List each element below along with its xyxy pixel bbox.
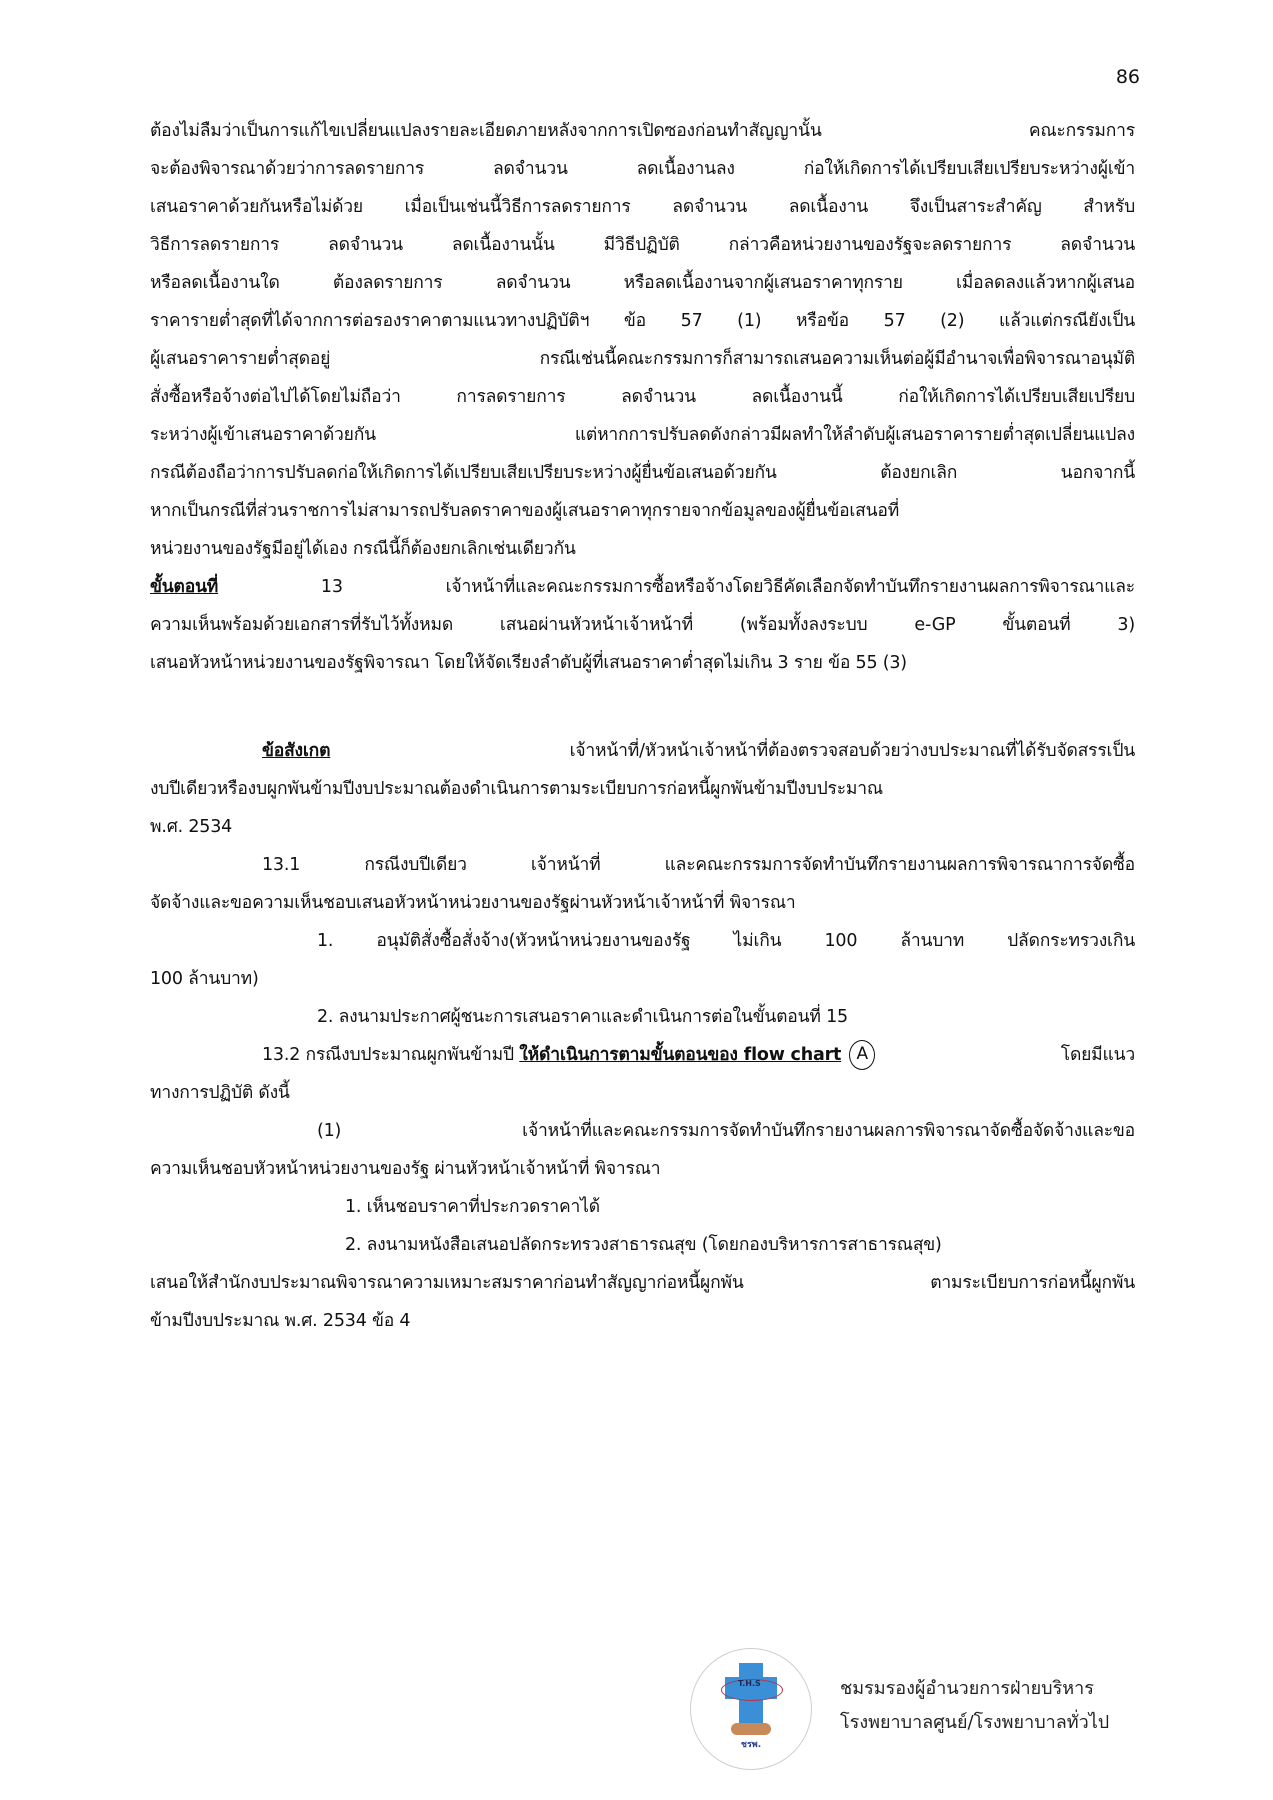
text-line: จะต้องพิจารณาด้วยว่าการลดรายการ ลดจำนวน ลดเนื้องานลง ก่อให้เกิดการได้เปรียบเสียเปรียบระหว่างผู้เข้า xyxy=(150,159,1135,179)
case-13-2-item-1: 1. เห็นชอบราคาที่ประกวดราคาได้ xyxy=(345,1197,600,1217)
text-line: เสนอราคาด้วยกันหรือไม่ด้วย เมื่อเป็นเช่นนี้วิธีการลดรายการ ลดจำนวน ลดเนื้องาน จึงเป็นสาระสำคัญ สำหรับ xyxy=(150,197,1135,217)
intro-paragraph xyxy=(150,112,1135,568)
case-13-1-item-1-cont: 100 ล้านบาท) xyxy=(150,969,259,989)
case-13-2-line-1 xyxy=(150,1036,1135,1074)
case-13-1-item-1: 1. อนุมัติสั่งซื้อสั่งจ้าง(หัวหน้าหน่วยงานของรัฐ ไม่เกิน 100 ล้านบาท ปลัดกระทรวงเกิน xyxy=(317,931,1135,951)
case-13-2-cont-1: เสนอให้สำนักงบประมาณพิจารณาความเหมาะสมราคาก่อนทำสัญญาก่อหนี้ผูกพัน ตามระเบียบการก่อหนี้ผูกพัน xyxy=(150,1273,1135,1293)
text-line: หากเป็นกรณีที่ส่วนราชการไม่สามารถปรับลดราคาของผู้เสนอราคาทุกรายจากข้อมูลของผู้ยื่นข้อเสนอที่ xyxy=(150,501,900,521)
text-line: วิธีการลดรายการ ลดจำนวน ลดเนื้องานนั้น มีวิธีปฏิบัติ กล่าวคือหน่วยงานของรัฐจะลดรายการ ลดจำนวน xyxy=(150,235,1135,255)
case-13-1-line-1: 13.1 กรณีงบปีเดียว เจ้าหน้าที่ และคณะกรรมการจัดทำบันทึกรายงานผลการพิจารณาการจัดซื้อ xyxy=(262,855,1135,875)
page-number: 86 xyxy=(1115,66,1140,88)
footer-org-line-2: โรงพยาบาลศูนย์/โรงพยาบาลทั่วไป xyxy=(840,1712,1110,1733)
observation-label: ข้อสังเกต xyxy=(262,741,331,761)
logo-abbreviation: ชรพ. xyxy=(740,1740,762,1750)
case-13-2-cont-2: ข้ามปีงบประมาณ พ.ศ. 2534 ข้อ 4 xyxy=(150,1311,411,1331)
text-line: กรณีต้องถือว่าการปรับลดก่อให้เกิดการได้เปรียบเสียเปรียบระหว่างผู้ยื่นข้อเสนอด้วยกัน ต้องยกเลิก นอกจากนี้ xyxy=(150,463,1135,483)
text-line: หรือลดเนื้องานใด ต้องลดรายการ ลดจำนวน หรือลดเนื้องานจากผู้เสนอราคาทุกราย เมื่อลดลงแล้วหากผู้เสนอ xyxy=(150,273,1135,293)
observation-line-3: พ.ศ. 2534 xyxy=(150,817,233,837)
case-13-2-sub-1-cont: ความเห็นชอบหัวหน้าหน่วยงานของรัฐ ผ่านหัวหน้าเจ้าหน้าที่ พิจารณา xyxy=(150,1159,661,1179)
step-13-line-3: เสนอหัวหน้าหน่วยงานของรัฐพิจารณา โดยให้จัดเรียงลำดับผู้ที่เสนอราคาต่ำสุดไม่เกิน 3 ราย ข้อ 55 (3) xyxy=(150,653,907,673)
case-13-2-sub-1: (1) เจ้าหน้าที่และคณะกรรมการจัดทำบันทึกรายงานผลการพิจารณาจัดซื้อจัดจ้างและขอ xyxy=(317,1121,1135,1141)
case-13-2-item-2: 2. ลงนามหนังสือเสนอปลัดกระทรวงสาธารณสุข (โดยกองบริหารการสาธารณสุข) xyxy=(345,1235,942,1255)
footer-org-name xyxy=(840,1672,1109,1740)
step-13-text: 13 เจ้าหน้าที่และคณะกรรมการซื้อหรือจ้างโดยวิธีคัดเลือกจัดทำบันทึกรายงานผลการพิจารณาและ xyxy=(218,577,1135,597)
footer-org-line-1: ชมรมรองผู้อำนวยการฝ่ายบริหาร xyxy=(840,1678,1094,1699)
handshake-icon xyxy=(731,1723,771,1735)
hospital-society-logo-icon xyxy=(690,1648,812,1770)
footer xyxy=(690,1648,1140,1778)
text-line: หน่วยงานของรัฐมีอยู่ได้เอง กรณีนี้ก็ต้องยกเลิกเช่นเดียวกัน xyxy=(150,539,576,559)
case-13-1-item-2: 2. ลงนามประกาศผู้ชนะการเสนอราคาและดำเนินการต่อในขั้นตอนที่ 15 xyxy=(317,1007,848,1027)
observation-line-2: งบปีเดียวหรืองบผูกพันข้ามปีงบประมาณต้องดำเนินการตามระเบียบการก่อหนี้ผูกพันข้ามปีงบประมาณ xyxy=(150,779,883,799)
text-line: ต้องไม่ลืมว่าเป็นการแก้ไขเปลี่ยนแปลงรายละเอียดภายหลังจากการเปิดซองก่อนทำสัญญานั้น คณะกรรมการ xyxy=(150,121,1135,141)
case-13-2-suffix: โดยมีแนว xyxy=(1060,1045,1135,1065)
case-13-1-section xyxy=(150,846,1135,1036)
case-13-2-section xyxy=(150,1036,1135,1340)
step-13-section xyxy=(150,568,1135,682)
text-line: ราคารายต่ำสุดที่ได้จากการต่อรองราคาตามแนวทางปฏิบัติฯ ข้อ 57 (1) หรือข้อ 57 (2) แล้วแต่กรณียังเป็น xyxy=(150,311,1135,331)
flow-chart-connector-a-icon: A xyxy=(849,1040,875,1070)
logo-emblem-text: T.H.S xyxy=(738,1679,761,1688)
text-line: ระหว่างผู้เข้าเสนอราคาด้วยกัน แต่หากการปรับลดดังกล่าวมีผลทำให้ลำดับผู้เสนอราคารายต่ำสุดเปลี่ยนแปลง xyxy=(150,425,1135,445)
step-13-line-2: ความเห็นพร้อมด้วยเอกสารที่รับไว้ทั้งหมด เสนอผ่านหัวหน้าเจ้าหน้าที่ (พร้อมทั้งลงระบบ e-GP ขั้นตอนที่ 3) xyxy=(150,615,1135,635)
case-13-2-prefix-text: 13.2 กรณีงบประมาณผูกพันข้ามปี xyxy=(262,1045,520,1065)
step-13-line-1 xyxy=(150,568,1135,606)
text-line: ผู้เสนอราคารายต่ำสุดอยู่ กรณีเช่นนี้คณะกรรมการก็สามารถเสนอความเห็นต่อผู้มีอำนาจเพื่อพิจารณาอนุมัติ xyxy=(150,349,1135,369)
flow-chart-link[interactable]: ให้ดำเนินการตามขั้นตอนของ flow chart xyxy=(519,1045,842,1065)
case-13-2-line-2: ทางการปฏิบัติ ดังนี้ xyxy=(150,1083,290,1103)
text-line: สั่งซื้อหรือจ้างต่อไปได้โดยไม่ถือว่า การลดรายการ ลดจำนวน ลดเนื้องานนี้ ก่อให้เกิดการได้เปรียบเสียเปรียบ xyxy=(150,387,1135,407)
case-13-2-prefix xyxy=(262,1036,891,1074)
case-13-1-line-2: จัดจ้างและขอความเห็นชอบเสนอหัวหน้าหน่วยงานของรัฐผ่านหัวหน้าเจ้าหน้าที่ พิจารณา xyxy=(150,893,796,913)
observation-text: เจ้าหน้าที่/หัวหน้าเจ้าหน้าที่ต้องตรวจสอบด้วยว่างบประมาณที่ได้รับจัดสรรเป็น xyxy=(330,741,1135,761)
observation-line-1 xyxy=(150,732,1135,770)
step-label: ขั้นตอนที่ xyxy=(150,577,219,597)
observation-section xyxy=(150,732,1135,846)
